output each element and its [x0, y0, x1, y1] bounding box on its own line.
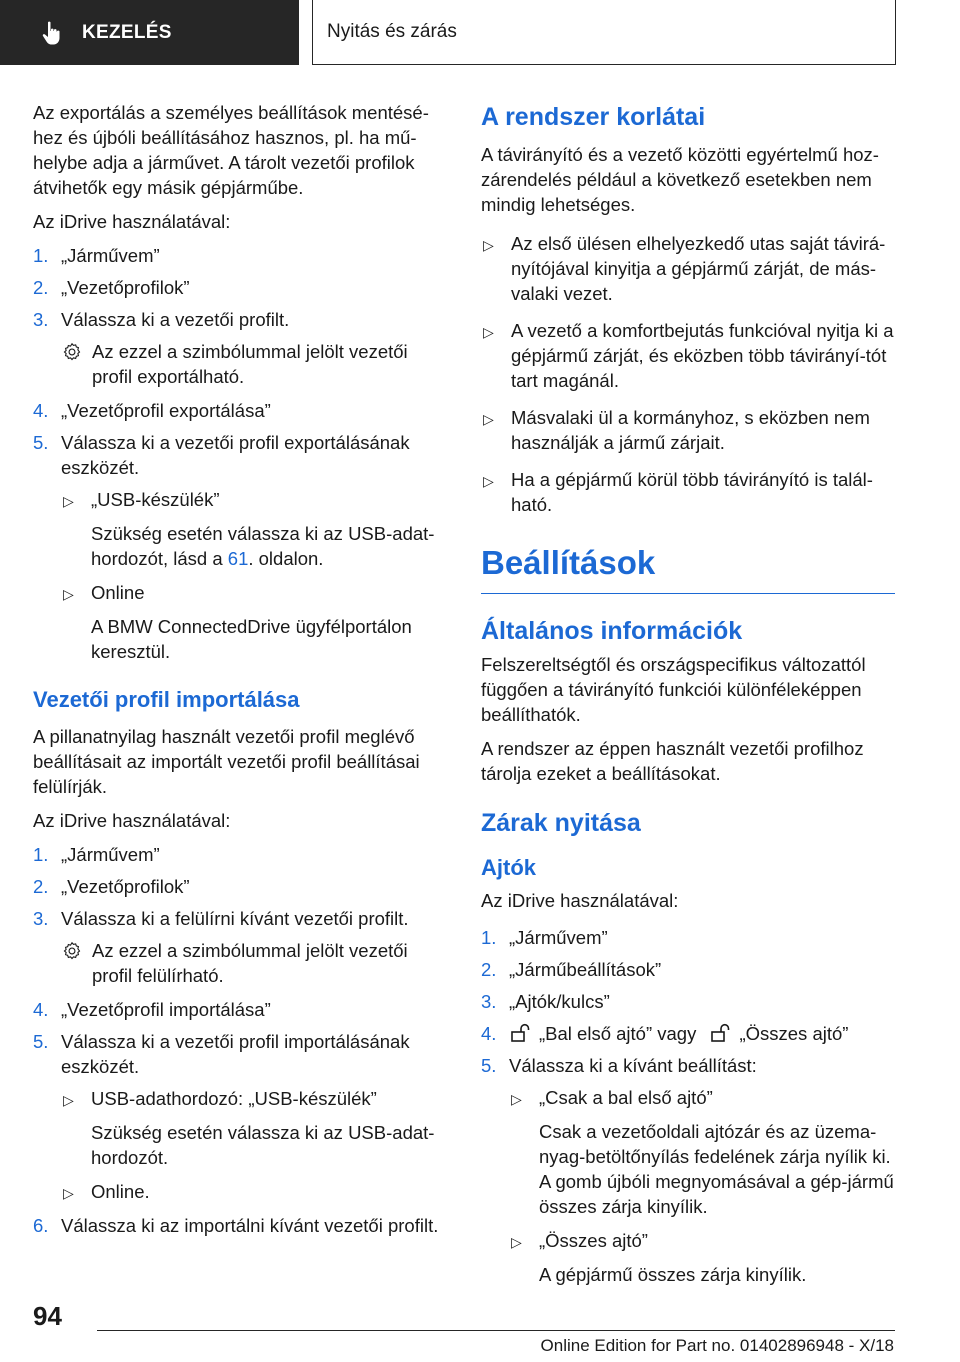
- list-item: 5. Válassza ki a kívánt beállítást:: [481, 1055, 757, 1076]
- bullet-item: ▷ Másvalaki ül a kormányhoz, s eközben nem használják a jármű zárjait.: [483, 407, 870, 453]
- bullet-description: Szükség esetén válassza ki az USB-adat-hordozót, lásd a 61. oldalon.: [91, 523, 435, 569]
- unlocked-padlock-icon: [709, 1022, 731, 1044]
- triangle-bullet-icon: ▷: [511, 1091, 522, 1107]
- bullet-description: Szükség esetén válassza ki az USB-adat-hordozót.: [91, 1122, 435, 1168]
- idrive-label: Az iDrive használatával:: [33, 211, 231, 232]
- list-item: 1. „Járművem”: [481, 927, 608, 948]
- footer-rule: [97, 1330, 895, 1331]
- bullet-item: ▷ A vezető a komfortbejutás funkcióval nyitja ki a gépjármű zárját, és eközben több távirányí-tót tart magánál.: [483, 320, 894, 391]
- right-column: [481, 100, 895, 1296]
- list-item: 1. „Járművem”: [33, 245, 160, 266]
- list-item: 4. „Vezetőprofil exportálása”: [33, 400, 271, 421]
- list-item: 4. „Bal első ajtó” vagy „Összes ajtó”: [481, 1023, 849, 1044]
- general-heading: Általános információk: [481, 617, 743, 645]
- intro-paragraph: Az exportálás a személyes beállítások mentésé-hez és újbóli beállításához hasznos, pl. ha mű-helybe adja a járművet. A tárolt vezetői profilok átvihetők egy másik gépjárműbe.: [33, 102, 429, 198]
- bullet-item: ▷ Ha a gépjármű körül több távirányító is talál-ható.: [483, 469, 873, 515]
- gear-icon: [61, 940, 83, 962]
- triangle-bullet-icon: ▷: [483, 473, 494, 489]
- section-label: KEZELÉS: [82, 21, 172, 43]
- bullet-item: ▷ Online.: [33, 1179, 443, 1206]
- triangle-bullet-icon: ▷: [483, 237, 494, 253]
- list-item: 5. Válassza ki a vezetői profil exportálásának eszközét.: [33, 432, 410, 478]
- triangle-bullet-icon: ▷: [483, 324, 494, 340]
- left-column: [33, 100, 443, 1245]
- doors-heading: Ajtók: [481, 855, 536, 880]
- bullet-description: A BMW ConnectedDrive ügyfélportálon keresztül.: [91, 616, 412, 662]
- page-link[interactable]: 61: [227, 548, 249, 569]
- import-heading: Vezetői profil importálása: [33, 687, 300, 712]
- general-paragraph: A rendszer az éppen használt vezetői profilhoz tárolja ezeket a beállításokat.: [481, 738, 864, 784]
- list-item: 5. Válassza ki a vezetői profil importálásának eszközét.: [33, 1031, 410, 1077]
- general-paragraph: Felszereltségtől és országspecifikus változattól függően a távirányító funkciói különféleképpen beállíthatók.: [481, 654, 866, 725]
- gear-icon: [61, 341, 83, 363]
- bullet-item: ▷ „USB-készülék”: [33, 487, 443, 514]
- footer-edition: Online Edition for Part no. 01402896948 - X/18: [540, 1336, 894, 1355]
- settings-heading: Beállítások: [481, 543, 895, 594]
- triangle-bullet-icon: ▷: [63, 1185, 74, 1201]
- bullet-item: ▷ Az első ülésen elhelyezkedő utas saját távirá-nyítójával kinyitja a gépjármű zárját, de más-valaki vezet.: [483, 233, 886, 304]
- limits-heading: A rendszer korlátai: [481, 103, 706, 131]
- section-tab: [0, 0, 299, 65]
- list-item: 1. „Járművem”: [33, 844, 160, 865]
- chapter-header: [312, 0, 896, 65]
- export-note: Az ezzel a szimbólummal jelölt vezetői profil exportálható.: [33, 339, 443, 389]
- idrive-label: Az iDrive használatával:: [481, 890, 679, 911]
- list-item: 2. „Járműbeállítások”: [481, 959, 662, 980]
- unlocked-padlock-icon: [509, 1022, 531, 1044]
- triangle-bullet-icon: ▷: [483, 411, 494, 427]
- page-number: 94: [33, 1301, 62, 1331]
- list-item: 6. Válassza ki az importálni kívánt vezetői profilt.: [33, 1215, 439, 1236]
- list-item: 3. „Ajtók/kulcs”: [481, 991, 610, 1012]
- bullet-item: ▷ Online: [33, 580, 443, 607]
- chapter-title: Nyitás és zárás: [327, 21, 457, 42]
- unlock-heading: Zárak nyitása: [481, 809, 641, 837]
- list-item: 3. Válassza ki a vezetői profilt.: [33, 309, 290, 330]
- list-item: 2. „Vezetőprofilok”: [33, 277, 190, 298]
- triangle-bullet-icon: ▷: [63, 586, 74, 602]
- bullet-description: A gépjármű összes zárja kinyílik.: [539, 1264, 807, 1285]
- list-item: 3. Válassza ki a felülírni kívánt vezetői profilt.: [33, 908, 409, 929]
- hand-pointer-icon: [40, 20, 64, 46]
- triangle-bullet-icon: ▷: [63, 493, 74, 509]
- idrive-label: Az iDrive használatával:: [33, 810, 231, 831]
- triangle-bullet-icon: ▷: [511, 1234, 522, 1250]
- limits-intro: A távirányító és a vezető közötti egyértelmű hoz-zárendelés például a következő esetekben nem mindig lehetséges.: [481, 144, 879, 215]
- import-intro: A pillanatnyilag használt vezetői profil meglévő beállításait az importált vezetői profil beállításai felülírják.: [33, 726, 420, 797]
- bullet-item: ▷ „Összes ajtó”: [481, 1228, 895, 1255]
- import-note: Az ezzel a szimbólummal jelölt vezetői profil felülírható.: [33, 938, 443, 988]
- bullet-description: Csak a vezetőoldali ajtózár és az üzema-nyag-betöltőnyílás fedelének zárja nyílik ki. A gomb újbóli megnyomásával a gép-jármű összes zárja kinyílik.: [539, 1121, 894, 1217]
- list-item: 2. „Vezetőprofilok”: [33, 876, 190, 897]
- list-item: 4. „Vezetőprofil importálása”: [33, 999, 271, 1020]
- bullet-item: ▷ USB-adathordozó: „USB-készülék”: [33, 1086, 443, 1113]
- triangle-bullet-icon: ▷: [63, 1092, 74, 1108]
- bullet-item: ▷ „Csak a bal első ajtó”: [481, 1085, 895, 1112]
